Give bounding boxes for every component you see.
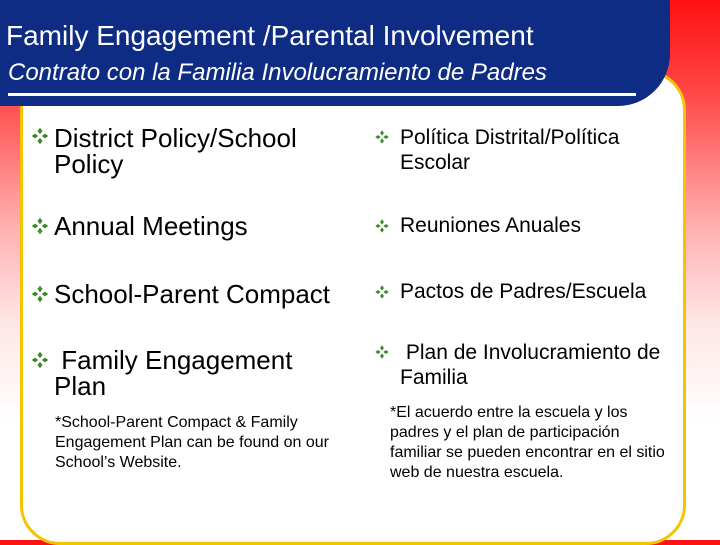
diamond-bullet-icon [30,216,50,236]
list-item-en-school-parent-compact [30,281,360,307]
diamond-bullet-icon [30,284,50,304]
diamond-bullet-icon [374,284,390,300]
list-item-label: District Policy/School Policy [54,123,297,179]
list-item-label: Family Engagement Plan [54,345,300,401]
diamond-bullet-icon [30,350,50,370]
diamond-bullet-icon [374,218,390,234]
list-item-en-district-policy [30,125,330,177]
diamond-bullet-icon [30,126,50,146]
diamond-bullet-icon [374,344,390,360]
list-item-es-pactos [374,279,694,304]
list-item-label: Annual Meetings [54,211,248,241]
footnote-es: *El acuerdo entre la escuela y los padres y el plan de participación familiar se pueden encontrar en el sitio web de nuestra escuela. [390,404,665,481]
page-title: Family Engagement /Parental Involvement [6,20,534,51]
list-item-es-politica [374,125,674,175]
list-item-es-plan [374,340,674,390]
list-item-label: Plan de Involucramiento de Familia [400,341,667,389]
list-item-en-family-engagement-plan [30,347,330,399]
list-item-label: Reuniones Anuales [400,214,581,237]
page-subtitle: Contrato con la Familia Involucramiento de Padres [8,59,547,86]
list-item-label: Política Distrital/Política Escolar [400,126,620,174]
footnote-en: *School-Parent Compact & Family Engagement Plan can be found on our School’s Website. [55,414,329,471]
diamond-bullet-icon [374,129,390,145]
list-item-label: School-Parent Compact [54,279,331,309]
title-divider [8,93,636,96]
title-banner [0,0,670,106]
list-item-es-reuniones [374,213,674,238]
list-item-en-annual-meetings [30,213,330,239]
list-item-label: Pactos de Padres/Escuela [400,280,647,303]
